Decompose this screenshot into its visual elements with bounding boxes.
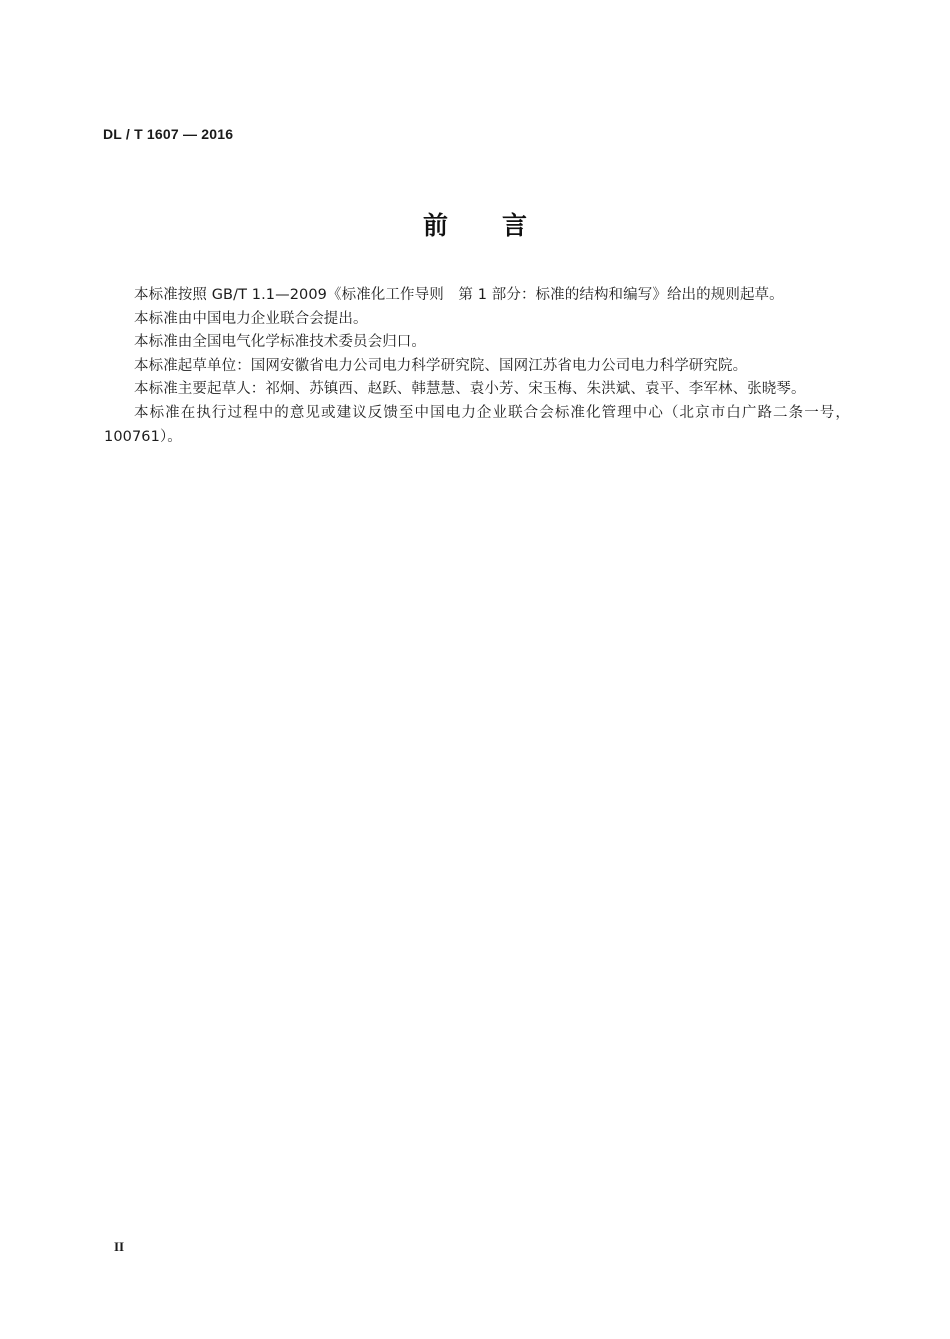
paragraph-drafters: 本标准主要起草人：祁炯、苏镇西、赵跃、韩慧慧、袁小芳、宋玉梅、朱洪斌、袁平、李军林、张晓琴。 [134,381,806,398]
paragraph-feedback: 本标准在执行过程中的意见或建议反馈至中国电力企业联合会标准化管理中心（北京市白广路二条一号，100761）。 [104,404,850,445]
paragraph-drafting-units: 本标准起草单位：国网安徽省电力公司电力科学研究院、国网江苏省电力公司电力科学研究院。 [134,357,748,374]
page-title: 前言 [422,211,581,240]
paragraph-proposer: 本标准由中国电力企业联合会提出。 [134,310,368,327]
page-number: II [114,1239,125,1254]
paragraph-drafting-rules: 本标准按照 GB/T 1.1—2009《标准化工作导则 第 1 部分：标准的结构和编写》给出的规则起草。 [134,287,784,303]
foreword-body [104,284,850,449]
paragraph-committee: 本标准由全国电气化学标准技术委员会归口。 [134,334,426,351]
standard-code: DL / T 1607 — 2016 [103,126,234,142]
